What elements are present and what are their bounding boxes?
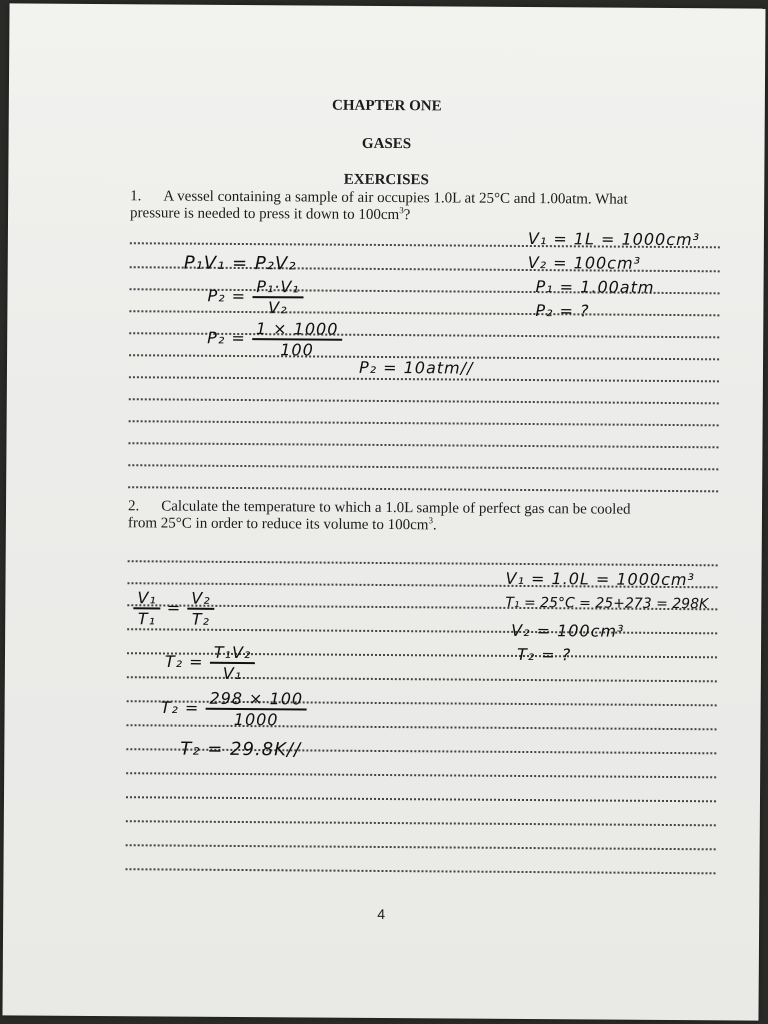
answer-line [126,796,716,802]
answer-line [128,464,718,470]
answer-line [127,628,717,634]
q2-eq1-right-fraction [187,589,215,629]
answer-line [128,442,718,448]
question-2-line-1: Calculate the temperature to which a 1.0L sample of perfect gas can be cooled [161,498,631,518]
answer-line [128,486,718,492]
question-1-number: 1. [130,188,142,205]
q1-eq3-lhs: P₂ = [207,328,246,348]
q2-eq3-fraction [205,689,307,730]
question-1-line-2-end: ? [403,207,411,224]
q1-eq3-denominator: 100 [280,340,314,360]
q2-eq1-left-fraction [133,588,161,628]
q1-given-v1: V₁ = 1L = 1000cm³ [527,228,701,250]
worksheet-page [2,3,765,1020]
q2-eq3-lhs: T₂ = [160,697,200,718]
answer-line [126,772,716,778]
question-1-line-2: pressure is needed to press it down to 100cm [130,205,400,224]
question-2-line-2: from 25°C in order to reduce its volume to 100cm [127,515,429,534]
question-1-superscript: 3 [399,205,404,216]
question-2-number: 2. [127,498,140,515]
section-title: EXERCISES [343,171,429,189]
q1-equation-boyle: P₁V₁ = P₂V₂ [183,252,297,275]
chapter-title: CHAPTER ONE [331,97,442,115]
answer-line [128,560,718,566]
q2-eq2-denominator: V₁ [222,663,243,684]
q2-equation-substituted [160,688,307,729]
q1-eq3-numerator: 1 × 1000 [252,319,343,341]
q1-answer: P₂ = 10atm// [358,357,474,378]
q1-eq2-numerator: P₁·V₁ [252,277,304,298]
answer-line [126,844,716,850]
q2-eq1-left-numerator: V₁ [133,588,161,609]
q2-equation-rearranged [165,642,256,683]
question-2-superscript: 3 [428,515,434,526]
q1-equation-rearranged [207,277,303,318]
q2-given-v1: V₁ = 1.0L = 1000cm³ [505,568,695,590]
q1-given-p1: P₁ = 1.00atm [535,277,655,297]
topic-title: GASES [361,135,412,153]
q2-eq3-denominator: 1000 [233,709,279,730]
q2-given-t1: T₁ = 25°C = 25+273 = 298K [505,594,709,613]
q2-eq1-left-denominator: T₁ [137,609,157,629]
q2-eq3-numerator: 298 × 100 [205,689,307,711]
question-2-text [128,498,728,536]
q2-eq2-numerator: T₁V₂ [210,643,256,664]
answer-line [129,398,719,404]
q2-eq2-fraction [210,643,256,683]
question-1-line-1: A vessel containing a sample of air occupies 1.0L at 25°C and 1.00atm. What [163,188,628,208]
q1-given-v2: V₂ = 100cm³ [527,252,642,273]
q1-eq2-denominator: V₂ [268,298,288,318]
q1-eq2-lhs: P₂ = [207,286,247,306]
q1-eq2-fraction [252,277,304,317]
answer-line [126,820,716,826]
question-2-line-2-end: . [432,517,437,534]
q1-eq3-fraction [252,319,343,360]
q2-answer: T₂ = 29.8K// [180,738,302,761]
q1-equation-substituted [207,319,342,360]
q2-eq1-right-numerator: V₂ [187,589,215,610]
answer-line [129,420,719,426]
question-1-text [130,188,730,226]
q2-given-v2: V₂ = 100cm³ [511,620,625,641]
q2-eq2-lhs: T₂ = [164,651,204,672]
q2-given-t2: T₂ = ? [516,644,572,665]
page-number: 4 [377,905,386,923]
q1-given-p2: P₂ = ? [535,301,590,321]
q2-equation-charles [133,588,215,629]
q2-eq1-right-denominator: T₂ [191,609,211,629]
q2-eq1-equals: = [166,597,182,618]
answer-line [125,868,715,874]
